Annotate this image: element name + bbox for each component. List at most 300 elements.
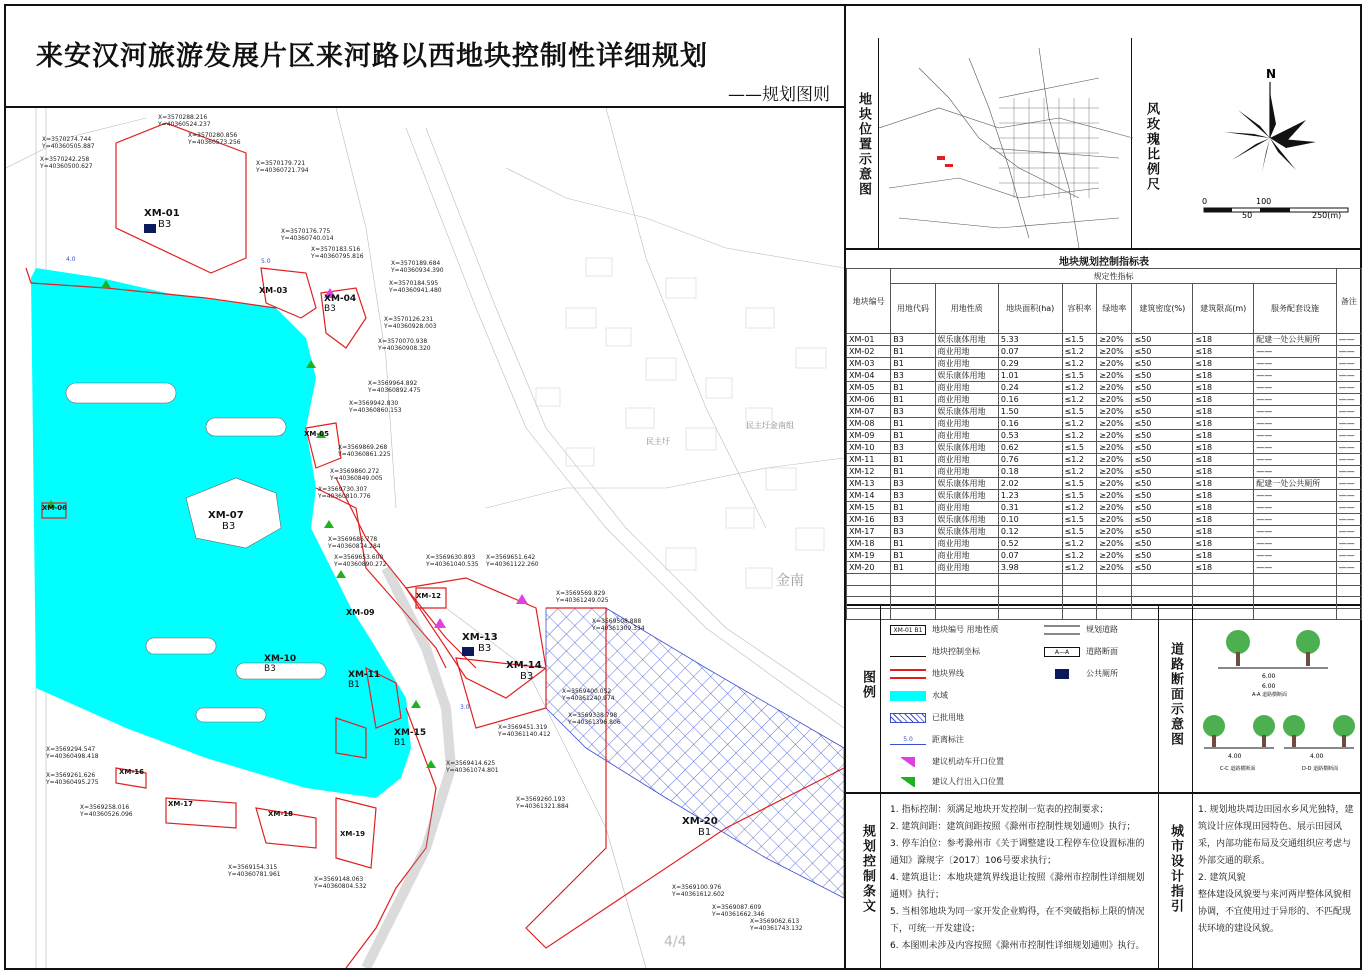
control-coordinate: X=3569869.268 Y=40360861.225: [338, 444, 391, 458]
legend-label: 道路断面: [1086, 647, 1118, 656]
parcel-label-xm13: XM-13 B3: [462, 632, 498, 654]
table-cell: 0.76: [998, 454, 1062, 466]
parcel-label-xm07: XM-07 B3: [208, 510, 244, 532]
table-cell: ≤1.5: [1062, 526, 1097, 538]
index-table: [846, 268, 1362, 620]
legend-item: [1044, 624, 1118, 635]
table-cell: ≤50: [1132, 370, 1193, 382]
table-cell: B1: [891, 466, 935, 478]
control-coordinate: X=3570070.938 Y=40360908.320: [378, 338, 431, 352]
legend-symbol: [1044, 625, 1080, 635]
distance-label: 5.0: [261, 258, 271, 265]
table-cell: ≥20%: [1097, 358, 1132, 370]
legend-item: [890, 712, 964, 723]
rule-item: 6. 本图则未涉及内容按照《滁州市控制性详细规划通则》执行。: [890, 941, 1145, 951]
table-cell: ≤1.2: [1062, 430, 1097, 442]
control-coordinate: X=3569730.307 Y=40360810.776: [318, 486, 371, 500]
table-cell: 商业用地: [935, 430, 998, 442]
table-cell: ≤50: [1132, 550, 1193, 562]
table-cell: ≤18: [1193, 550, 1254, 562]
table-cell: 0.62: [998, 442, 1062, 454]
table-cell: 配建一处公共厕所: [1254, 334, 1337, 346]
table-cell: 商业用地: [935, 346, 998, 358]
table-cell: ≤18: [1193, 370, 1254, 382]
table-cell: B3: [891, 442, 935, 454]
table-cell: ≥20%: [1097, 442, 1132, 454]
col-header: 容积率: [1062, 284, 1097, 334]
table-cell: B3: [891, 334, 935, 346]
table-cell: ≤1.2: [1062, 358, 1097, 370]
control-coordinate: X=3569686.778 Y=40360874.284: [328, 536, 381, 550]
table-cell: XM-02: [847, 346, 891, 358]
table-cell: ≤18: [1193, 406, 1254, 418]
table-cell: 1.23: [998, 490, 1062, 502]
table-cell: ≤18: [1193, 382, 1254, 394]
legend-label: 水域: [932, 691, 948, 700]
table-cell: ≤50: [1132, 430, 1193, 442]
page-title: 来安汉河旅游发展片区来河路以西地块控制性详细规划: [36, 41, 708, 72]
table-cell: 娱乐康体用地: [935, 526, 998, 538]
control-coordinate: X=3570179.721 Y=40360721.794: [256, 160, 309, 174]
table-cell: 娱乐康体用地: [935, 406, 998, 418]
table-cell: ——: [1254, 454, 1337, 466]
table-cell: 商业用地: [935, 418, 998, 430]
table-cell: 2.02: [998, 478, 1062, 490]
table-row: [847, 490, 1362, 502]
legend-symbol: XM-01 B1: [890, 625, 926, 635]
table-cell: ≤1.2: [1062, 562, 1097, 574]
svg-text:6.00: 6.00: [1262, 673, 1276, 680]
parcel-label-xm10: XM-10 B3: [264, 654, 297, 674]
table-cell: ≤1.2: [1062, 538, 1097, 550]
table-cell: ≤1.2: [1062, 418, 1097, 430]
table-cell: B1: [891, 418, 935, 430]
table-cell: 商业用地: [935, 502, 998, 514]
legend-label: 建议人行出入口位置: [932, 777, 1004, 786]
table-row: [847, 466, 1362, 478]
table-cell: ≤50: [1132, 358, 1193, 370]
legend-symbol: [901, 777, 915, 787]
control-coordinate: X=3570189.684 Y=40360934.390: [391, 260, 444, 274]
table-cell: ≤1.2: [1062, 502, 1097, 514]
svg-text:4.00: 4.00: [1310, 753, 1324, 760]
table-cell: ≥20%: [1097, 466, 1132, 478]
wind-rose: [1186, 62, 1356, 232]
table-cell: B3: [891, 514, 935, 526]
legend-symbol: 5.0: [890, 735, 926, 745]
top-panel: [846, 6, 1362, 250]
parcel-label-xm09: XM-09: [346, 608, 375, 617]
control-coordinate: X=3569569.829 Y=40361249.025: [556, 590, 609, 604]
table-cell: 娱乐康体用地: [935, 370, 998, 382]
parcel-label-xm11: XM-11 B1: [348, 670, 381, 690]
table-cell: 商业用地: [935, 562, 998, 574]
svg-text:C-C 道路横断面: C-C 道路横断面: [1220, 766, 1256, 772]
control-coordinate: X=3569148.063 Y=40360804.532: [314, 876, 367, 890]
table-cell: ——: [1254, 370, 1337, 382]
control-coordinate: X=3570126.231 Y=40360928.003: [384, 316, 437, 330]
table-cell: ≥20%: [1097, 430, 1132, 442]
table-cell: B1: [891, 502, 935, 514]
table-cell: ——: [1336, 370, 1361, 382]
location-map-label: 地块位置示意图: [856, 92, 871, 197]
table-cell: ——: [1336, 562, 1361, 574]
rule-item: 2. 建筑间距：建筑间距按照《滁州市控制性规划通则》执行；: [890, 822, 1136, 832]
table-cell: ——: [1254, 406, 1337, 418]
control-coordinate: X=3569653.600 Y=40360890.272: [334, 554, 387, 568]
table-cell: ≤18: [1193, 502, 1254, 514]
table-cell: ≤1.5: [1062, 514, 1097, 526]
rule-item: 3. 停车泊位：参考滁州市《关于调整建设工程停车位设置标准的通知》滁规字〔2017〕106号要求执行；: [890, 839, 1145, 866]
table-cell: ≥20%: [1097, 370, 1132, 382]
table-cell: XM-12: [847, 466, 891, 478]
scale-label-100: 100: [1256, 197, 1272, 206]
control-coordinate: X=3569087.609 Y=40361662.346: [712, 904, 765, 918]
table-cell: 商业用地: [935, 358, 998, 370]
distance-label: 4.0: [66, 256, 76, 263]
table-cell: ≤1.5: [1062, 334, 1097, 346]
rule-item: 4. 建筑退让：本地块建筑界线退让按照《滁州市控制性详细规划通则》执行；: [890, 873, 1145, 900]
table-cell: ≤50: [1132, 478, 1193, 490]
table-cell: ≤1.2: [1062, 346, 1097, 358]
rule-item: 1. 指标控制：须满足地块开发控制一览表的控制要求；: [890, 805, 1109, 815]
table-cell: ——: [1336, 346, 1361, 358]
control-coordinate: X=3569154.315 Y=40360781.961: [228, 864, 281, 878]
control-coordinate: X=3570183.516 Y=40360795.816: [311, 246, 364, 260]
guide-item: 2. 建筑风貌: [1198, 873, 1246, 883]
control-coordinate: X=3570242.258 Y=40360500.627: [40, 156, 93, 170]
table-cell: XM-18: [847, 538, 891, 550]
table-cell: ——: [1254, 418, 1337, 430]
table-row: [847, 538, 1362, 550]
table-cell: ≤50: [1132, 502, 1193, 514]
table-cell: ≤1.2: [1062, 550, 1097, 562]
table-cell: XM-14: [847, 490, 891, 502]
scale-label-0: 0: [1202, 197, 1208, 206]
col-header: 绿地率: [1097, 284, 1132, 334]
control-coordinate: X=3569062.613 Y=40361743.132: [750, 918, 803, 932]
table-cell: ——: [1336, 406, 1361, 418]
legend-symbol: A—A: [1044, 647, 1080, 657]
legend-symbol: [890, 669, 926, 679]
table-cell: ≤18: [1193, 430, 1254, 442]
table-cell: ≥20%: [1097, 394, 1132, 406]
table-cell: XM-07: [847, 406, 891, 418]
table-cell: ——: [1254, 346, 1337, 358]
table-cell: ——: [1254, 490, 1337, 502]
control-coordinate: X=3569261.626 Y=40360495.275: [46, 772, 99, 786]
table-cell: 娱乐康体用地: [935, 514, 998, 526]
legend-item: [1044, 646, 1118, 657]
table-cell: ——: [1336, 490, 1361, 502]
table-cell: ≤1.2: [1062, 466, 1097, 478]
control-coordinate: X=3570184.595 Y=40360941.480: [389, 280, 442, 294]
table-cell: 商业用地: [935, 550, 998, 562]
legend-symbol: [901, 757, 915, 767]
svg-text:6.00: 6.00: [1262, 683, 1276, 690]
svg-text:4.00: 4.00: [1228, 753, 1242, 760]
col-header: 地块面积(ha): [998, 284, 1062, 334]
table-cell: ≤1.2: [1062, 382, 1097, 394]
table-cell: ≥20%: [1097, 502, 1132, 514]
table-cell: 0.24: [998, 382, 1062, 394]
svg-text:A-A 道路横断面: A-A 道路横断面: [1252, 692, 1288, 698]
control-coordinate: X=3570274.744 Y=40360505.887: [42, 136, 95, 150]
table-cell: ——: [1336, 358, 1361, 370]
legend-symbol: [1055, 669, 1069, 679]
table-cell: B3: [891, 526, 935, 538]
table-cell: ≤18: [1193, 394, 1254, 406]
col-header: 建筑限高(m): [1193, 284, 1254, 334]
wind-rose-label: 风玫瑰比例尺: [1144, 102, 1159, 192]
col-header: 建筑密度(%): [1132, 284, 1193, 334]
table-cell: ——: [1254, 562, 1337, 574]
table-cell: ——: [1336, 334, 1361, 346]
table-cell: ≤18: [1193, 514, 1254, 526]
table-cell: ——: [1254, 502, 1337, 514]
table-cell: XM-13: [847, 478, 891, 490]
control-coordinate: X=3569400.052 Y=40361240.974: [562, 688, 615, 702]
table-cell: 商业用地: [935, 538, 998, 550]
table-cell: ≤18: [1193, 562, 1254, 574]
col-header: 服务配套设施: [1254, 284, 1337, 334]
guide-list: [1198, 802, 1356, 938]
table-row: [847, 370, 1362, 382]
table-cell: ——: [1254, 358, 1337, 370]
table-row: [847, 442, 1362, 454]
title-block: [6, 6, 844, 108]
road-section-label: 道路断面示意图: [1168, 642, 1183, 747]
table-cell: ≥20%: [1097, 418, 1132, 430]
table-cell: ——: [1254, 394, 1337, 406]
right-panel: [846, 6, 1362, 970]
table-cell: ≥20%: [1097, 454, 1132, 466]
page-subtitle: ——规划图则: [728, 85, 830, 105]
legend-label: 规划道路: [1086, 625, 1118, 634]
legend-item: [890, 756, 1004, 767]
parcel-label-xm18: XM-18: [268, 810, 294, 818]
table-cell: B1: [891, 346, 935, 358]
index-table-panel: [846, 250, 1362, 606]
table-cell: ——: [1336, 478, 1361, 490]
table-cell: B3: [891, 370, 935, 382]
table-cell: ≤18: [1193, 334, 1254, 346]
svg-text:D-D 道路横断面: D-D 道路横断面: [1302, 766, 1339, 772]
table-cell: 0.52: [998, 538, 1062, 550]
table-row: [847, 550, 1362, 562]
legend-label: 建议机动车开口位置: [932, 757, 1004, 766]
table-cell: XM-05: [847, 382, 891, 394]
table-cell: ≤1.2: [1062, 454, 1097, 466]
legend-item: [890, 690, 948, 701]
table-cell: ——: [1336, 550, 1361, 562]
location-map-canvas: [879, 38, 1133, 248]
rules-panel: [846, 794, 1362, 970]
table-cell: ——: [1336, 502, 1361, 514]
table-row: [847, 334, 1362, 346]
table-row: [847, 454, 1362, 466]
table-row: [847, 502, 1362, 514]
table-cell: ≤18: [1193, 418, 1254, 430]
table-cell: ≥20%: [1097, 490, 1132, 502]
table-cell: ≤1.2: [1062, 394, 1097, 406]
table-cell: 商业用地: [935, 382, 998, 394]
table-cell: XM-03: [847, 358, 891, 370]
table-cell: 商业用地: [935, 466, 998, 478]
table-cell: ——: [1336, 514, 1361, 526]
table-cell: 0.07: [998, 550, 1062, 562]
table-cell: ——: [1254, 538, 1337, 550]
table-cell: ≤50: [1132, 526, 1193, 538]
table-cell: ≤18: [1193, 454, 1254, 466]
table-cell: 娱乐康体用地: [935, 442, 998, 454]
table-cell: 0.12: [998, 526, 1062, 538]
table-cell: ≤50: [1132, 382, 1193, 394]
guide-item: 整体建设风貌要与来河两岸整体风貌相协调，不宜使用过于异形的、不匹配现状环境的建设风貌。: [1198, 890, 1352, 934]
table-cell: ——: [1254, 514, 1337, 526]
table-cell: B1: [891, 382, 935, 394]
index-table-body: [847, 334, 1362, 620]
parcel-label-xm20: XM-20 B1: [682, 816, 718, 838]
table-cell: 商业用地: [935, 454, 998, 466]
control-coordinate: X=3570280.856 Y=40360573.256: [188, 132, 241, 146]
table-row: [847, 394, 1362, 406]
parcel-label-xm16: XM-16: [119, 768, 145, 776]
table-cell: XM-16: [847, 514, 891, 526]
road-section-diagram: [1198, 614, 1358, 790]
table-cell: XM-17: [847, 526, 891, 538]
table-cell: ≥20%: [1097, 406, 1132, 418]
control-coordinate: X=3569451.319 Y=40361140.412: [498, 724, 551, 738]
col-header: 备注: [1336, 269, 1361, 334]
col-header: 用地性质: [935, 284, 998, 334]
rules-list: [890, 802, 1152, 955]
legend-symbol: [890, 691, 926, 701]
legend-label: 地块编号 用地性质: [932, 625, 999, 634]
table-cell: XM-19: [847, 550, 891, 562]
tree-icon: [1226, 630, 1320, 666]
table-cell: B3: [891, 478, 935, 490]
table-cell: ≤50: [1132, 490, 1193, 502]
scale-label-50: 50: [1242, 211, 1253, 220]
table-row: [847, 382, 1362, 394]
table-cell: B1: [891, 358, 935, 370]
control-coordinate: X=3569508.888 Y=40361309.334: [592, 618, 645, 632]
legend-label: 地块控制坐标: [932, 647, 980, 656]
place-label-minzhuwei: 民主圩: [646, 437, 670, 446]
table-row: [847, 562, 1362, 574]
table-cell: 0.53: [998, 430, 1062, 442]
table-cell: ——: [1336, 418, 1361, 430]
table-cell: ≥20%: [1097, 346, 1132, 358]
control-coordinate: X=3570176.775 Y=40360740.014: [281, 228, 334, 242]
table-cell: ≤1.5: [1062, 406, 1097, 418]
parcel-label-xm04: XM-04 B3: [324, 294, 357, 314]
rule-item: 5. 当相邻地块为同一家开发企业购得，在不突破指标上限的情况下，可统一开发建设；: [890, 907, 1145, 934]
legend-item: [890, 646, 980, 657]
table-cell: 1.01: [998, 370, 1062, 382]
table-cell: ≤18: [1193, 358, 1254, 370]
table-cell: ≤18: [1193, 466, 1254, 478]
legend-label: 已批用地: [932, 713, 964, 722]
table-cell: 娱乐康体用地: [935, 478, 998, 490]
table-cell: ≤1.5: [1062, 478, 1097, 490]
table-cell: 配建一处公共厕所: [1254, 478, 1337, 490]
table-cell: ——: [1336, 430, 1361, 442]
control-coordinate: X=3569651.642 Y=40361122.260: [486, 554, 539, 568]
control-coordinate: X=3569100.976 Y=40361612.602: [672, 884, 725, 898]
table-cell: XM-06: [847, 394, 891, 406]
table-cell: B1: [891, 538, 935, 550]
table-cell: ≤50: [1132, 406, 1193, 418]
table-cell: ——: [1336, 466, 1361, 478]
parcel-label-xm12: XM-12: [416, 592, 442, 600]
table-cell: 0.16: [998, 394, 1062, 406]
control-coordinate: X=3569860.272 Y=40360849.005: [330, 468, 383, 482]
table-cell: ≤50: [1132, 394, 1193, 406]
north-label: N: [1266, 67, 1277, 81]
control-coordinate: X=3569338.798 Y=40361396.806: [568, 712, 621, 726]
table-cell: 0.07: [998, 346, 1062, 358]
control-coordinate: X=3569964.892 Y=40360892.475: [368, 380, 421, 394]
table-row: [847, 406, 1362, 418]
table-row: [847, 526, 1362, 538]
table-row: [847, 514, 1362, 526]
table-cell: ≥20%: [1097, 526, 1132, 538]
parcel-label-xm15: XM-15 B1: [394, 728, 427, 748]
table-cell: B1: [891, 430, 935, 442]
guide-item: 1. 规划地块周边田园水乡风光独特，建筑设计应体现田园特色、展示田园风采，内部功能布局及交通组织应考虑与外部交通的联系。: [1198, 805, 1354, 866]
legend-item: [890, 624, 999, 635]
parcel-label-xm01: XM-01 B3: [144, 208, 180, 230]
page-number: 4/4: [664, 934, 687, 950]
table-cell: ——: [1336, 454, 1361, 466]
table-cell: 3.98: [998, 562, 1062, 574]
table-cell: 0.18: [998, 466, 1062, 478]
legend-symbol: [890, 713, 926, 723]
table-cell: ——: [1254, 442, 1337, 454]
table-cell: ≤18: [1193, 490, 1254, 502]
table-cell: ——: [1254, 526, 1337, 538]
table-cell: ≥20%: [1097, 382, 1132, 394]
table-row: [847, 478, 1362, 490]
table-cell: B3: [891, 406, 935, 418]
table-row: [847, 346, 1362, 358]
rules-title: 规划控制条文: [860, 824, 875, 914]
table-cell: B3: [891, 490, 935, 502]
scale-label-250: 250(m): [1312, 211, 1342, 220]
table-cell: ≥20%: [1097, 478, 1132, 490]
table-cell: 0.31: [998, 502, 1062, 514]
place-label-jinnan: 金南: [776, 573, 804, 589]
table-cell: ——: [1254, 382, 1337, 394]
table-cell: ≤18: [1193, 346, 1254, 358]
table-cell: B1: [891, 454, 935, 466]
legend-label: 公共厕所: [1086, 669, 1118, 678]
table-cell: ——: [1336, 526, 1361, 538]
planning-map: [6, 108, 844, 968]
table-cell: XM-09: [847, 430, 891, 442]
table-row: [847, 430, 1362, 442]
legend-item: [890, 734, 964, 745]
legend-item: [1044, 668, 1118, 679]
table-cell: ≤50: [1132, 514, 1193, 526]
table-cell: XM-11: [847, 454, 891, 466]
legend-item: [890, 776, 1004, 787]
table-cell: ——: [1254, 550, 1337, 562]
location-map: [878, 38, 1132, 248]
control-coordinate: X=3569294.547 Y=40360498.418: [46, 746, 99, 760]
